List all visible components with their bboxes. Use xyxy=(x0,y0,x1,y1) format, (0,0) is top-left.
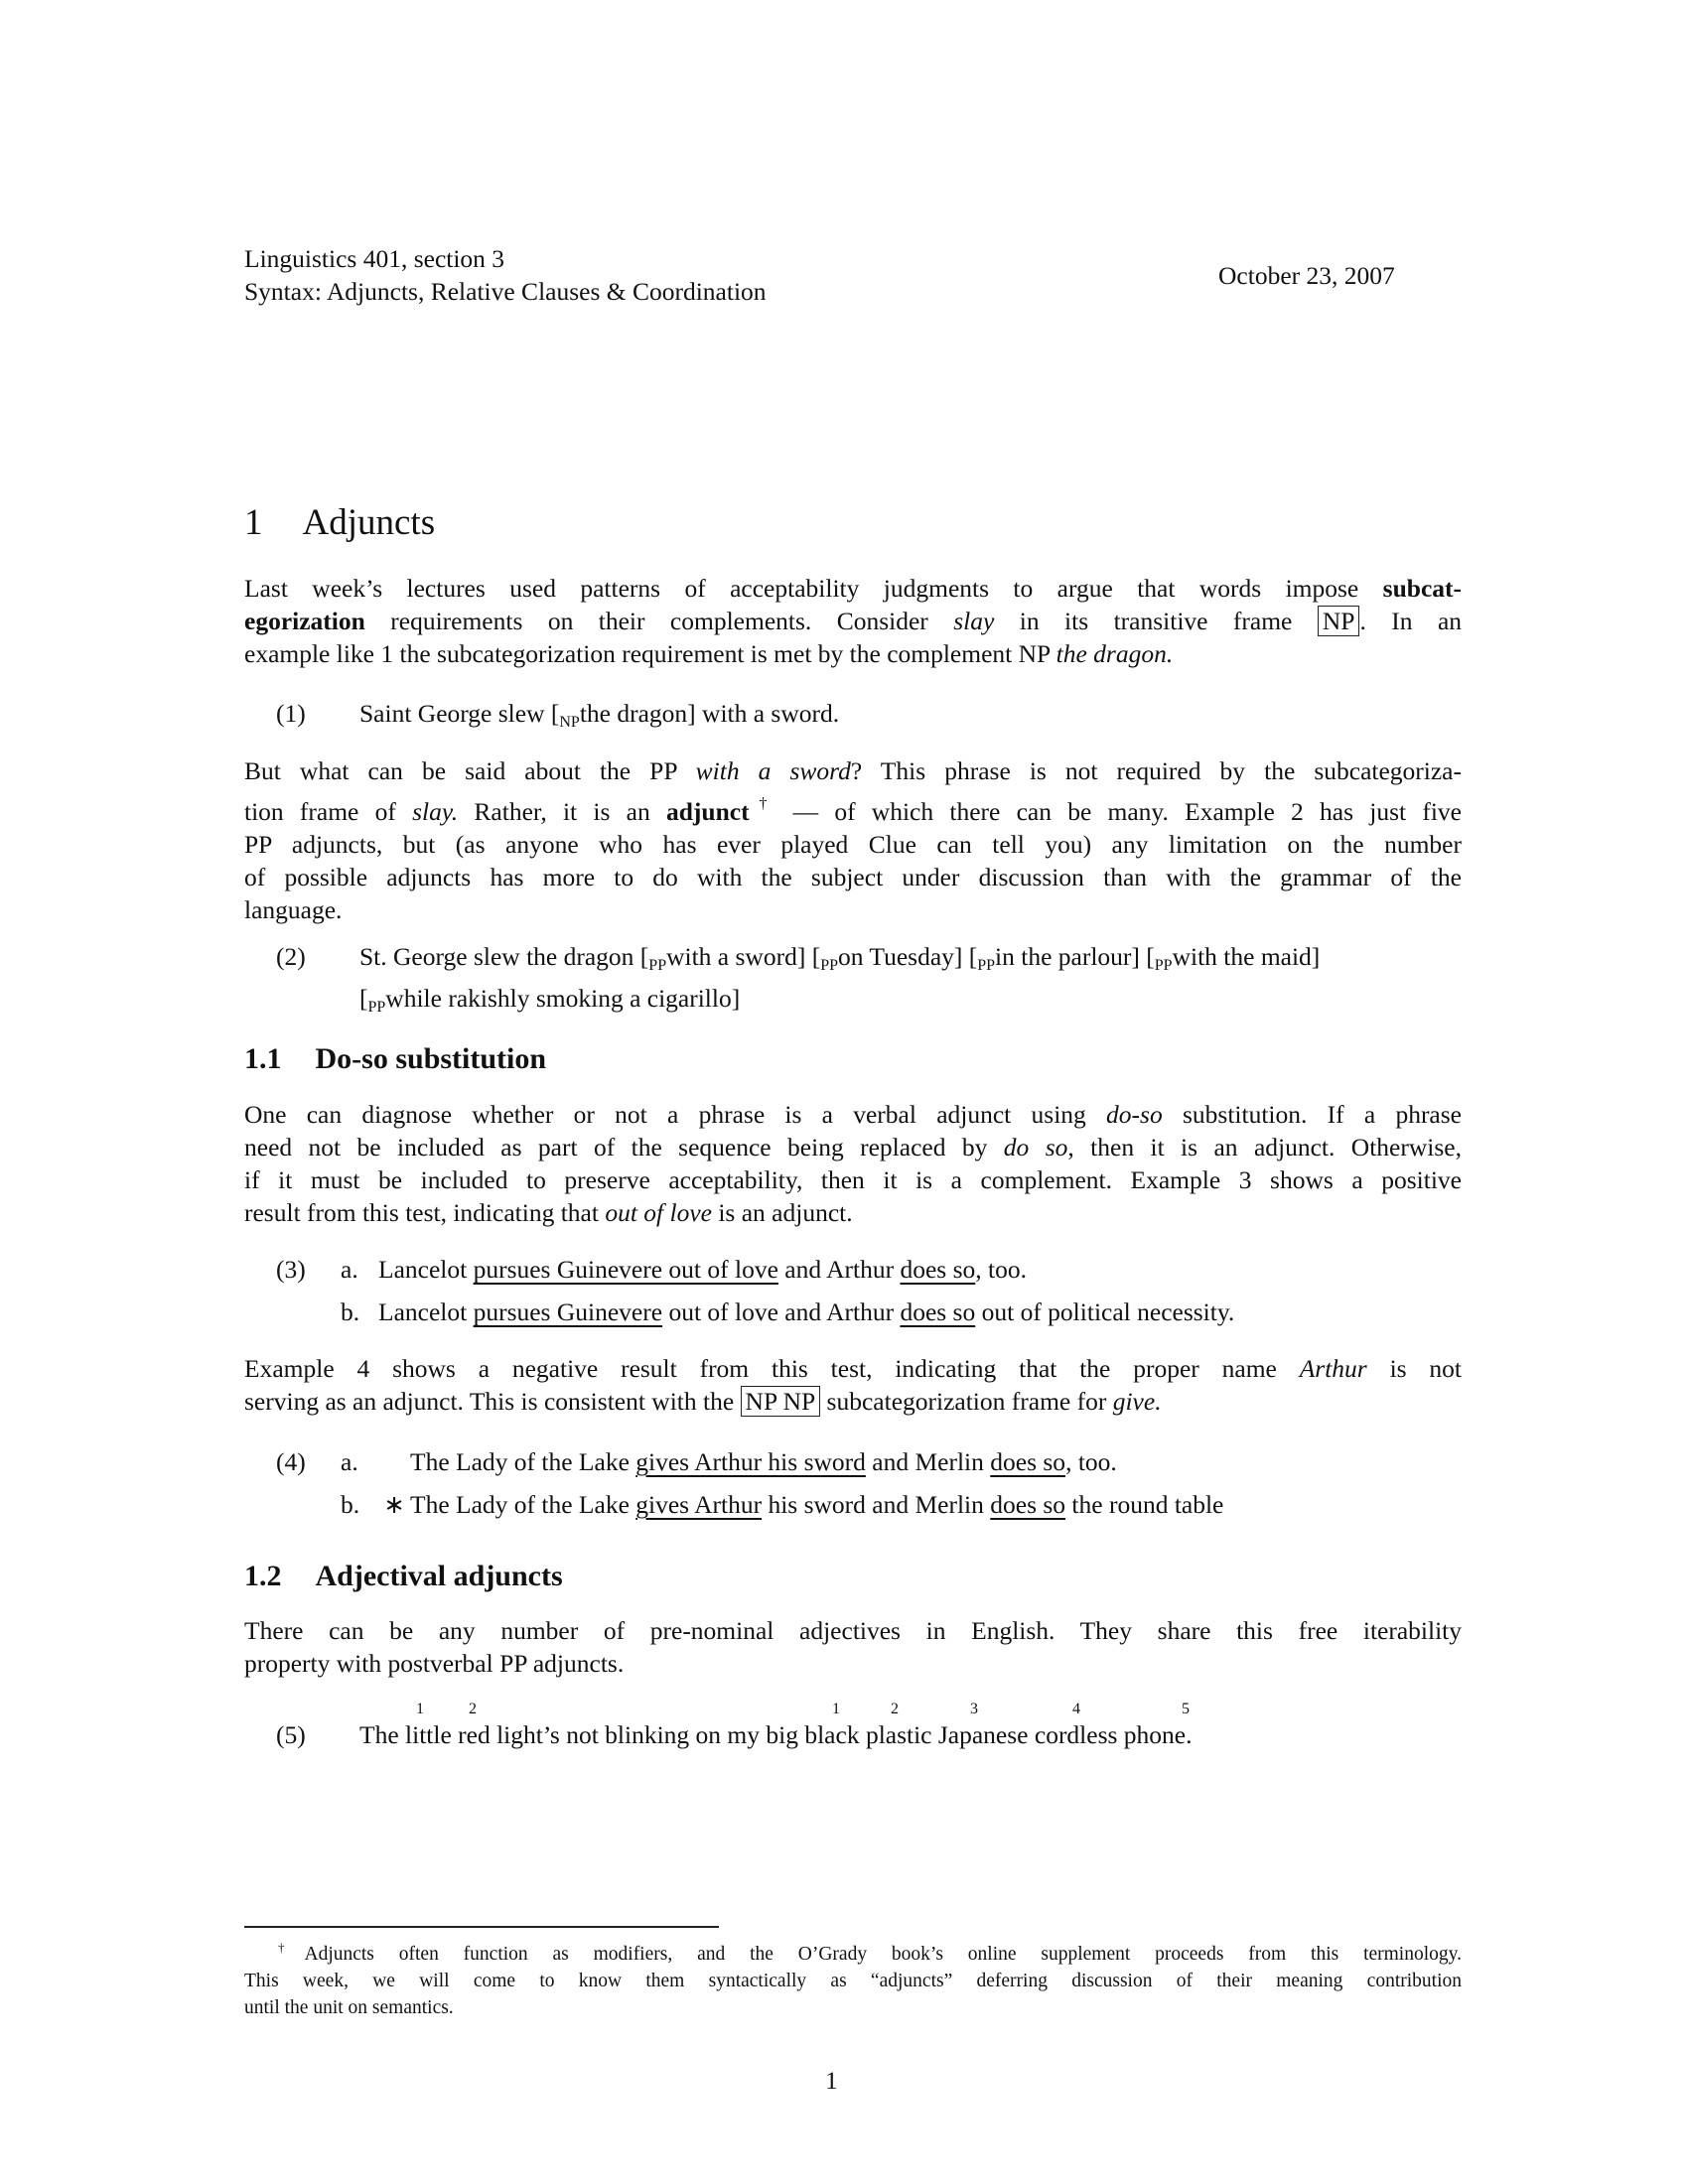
term-slay: slay xyxy=(953,607,995,635)
document-date: October 23, 2007 xyxy=(1218,261,1395,290)
term-slay: slay. xyxy=(412,797,459,826)
text: and Merlin xyxy=(865,1447,991,1476)
text: his sword and Merlin xyxy=(762,1490,991,1519)
label-pp: PP xyxy=(820,957,838,974)
text: There can be any number of pre-nominal adjectives in English. They share this free iterability xyxy=(244,1616,1462,1645)
text: ? This phrase is not required by the subcategoriza- xyxy=(850,756,1462,785)
text: , then it is an adjunct. Otherwise, xyxy=(1067,1133,1462,1161)
paragraph-intro xyxy=(244,572,1462,670)
text: property with postverbal PP adjuncts. xyxy=(244,1649,625,1678)
underlined-do-so: does so xyxy=(990,1447,1066,1476)
course-title: Linguistics 401, section 3 xyxy=(244,244,505,273)
text: — of which there can be many. Example 2 has just five xyxy=(776,797,1462,826)
subsection-number: 1.1 xyxy=(244,1042,282,1075)
text: Adjuncts often function as modifiers, and the O’Grady book’s online supplement proceeds from this terminology. xyxy=(304,1944,1462,1965)
underlined-do-so: does so xyxy=(990,1490,1066,1519)
frame-box-np-np: NP NP xyxy=(741,1386,821,1417)
subsection-heading-adjectival xyxy=(244,1560,563,1593)
text: with a sword] [ xyxy=(666,942,821,971)
page-number: 1 xyxy=(825,2066,838,2095)
annotation-number: 3 xyxy=(970,1701,978,1717)
label-pp: PP xyxy=(977,957,996,974)
example-number: (1) xyxy=(276,699,306,728)
text: substitution. If a phrase xyxy=(1162,1100,1462,1129)
subsection-title: Do-so substitution xyxy=(315,1042,547,1075)
example-3a xyxy=(276,1253,1027,1286)
text: is not xyxy=(1366,1354,1463,1383)
sub-label: b. xyxy=(341,1297,360,1326)
text: , too. xyxy=(1065,1447,1117,1476)
subsection-number: 1.2 xyxy=(244,1560,282,1592)
text: But what can be said about the PP xyxy=(244,756,696,785)
text: out of love and Arthur xyxy=(662,1297,901,1326)
footnote-reference[interactable]: † xyxy=(749,795,777,812)
text: serving as an adjunct. This is consistent with the xyxy=(244,1387,741,1416)
annotation-number: 2 xyxy=(469,1701,477,1717)
text: This week, we will come to know them syntactically as “adjuncts” deferring discussion of their meaning contribution xyxy=(244,1971,1462,1991)
text: while rakishly smoking a cigarillo] xyxy=(385,984,741,1013)
example-2 xyxy=(276,940,1320,1024)
underlined-phrase: pursues Guinevere xyxy=(473,1297,663,1326)
annotation-number: 1 xyxy=(832,1701,840,1717)
text: . In an xyxy=(1359,607,1463,635)
term-out-of-love: out of love xyxy=(605,1198,712,1227)
footnote xyxy=(244,1934,1462,2021)
text: Lancelot xyxy=(378,1255,474,1284)
text: and Arthur xyxy=(777,1255,901,1284)
text: Rather, it is an xyxy=(458,797,666,826)
paragraph-do-so xyxy=(244,1098,1462,1229)
sub-label: a. xyxy=(341,1255,358,1284)
underlined-phrase: gives Arthur xyxy=(635,1490,763,1519)
text: , too. xyxy=(975,1255,1027,1284)
text: of possible adjuncts has more to do with the subject under discussion than with the grammar of the xyxy=(244,863,1462,891)
subsection-heading-do-so xyxy=(244,1042,546,1076)
term-arthur: Arthur xyxy=(1299,1354,1367,1383)
underlined-phrase: gives Arthur his sword xyxy=(635,1447,866,1476)
text: Lancelot xyxy=(378,1297,474,1326)
example-4a xyxy=(276,1445,1117,1478)
annotation-number: 5 xyxy=(1182,1701,1190,1717)
text: on Tuesday] [ xyxy=(837,942,978,971)
label-pp: PP xyxy=(367,999,386,1016)
term-subcategorization-cont: egorization xyxy=(244,607,365,635)
text: in its transitive frame xyxy=(994,607,1318,635)
paragraph-adjectival xyxy=(244,1614,1462,1680)
text: The Lady of the Lake xyxy=(410,1490,636,1519)
annotation-number: 1 xyxy=(416,1701,424,1717)
term-do-so: do-so xyxy=(1106,1100,1163,1129)
label-pp: PP xyxy=(1154,957,1173,974)
footnote-mark: † xyxy=(278,1940,305,1955)
text: language. xyxy=(244,895,343,924)
text: tion frame of xyxy=(244,797,413,826)
paragraph-negative-result xyxy=(244,1352,1462,1418)
example-1 xyxy=(276,697,839,739)
example-number: (2) xyxy=(276,942,306,971)
label-np: NP xyxy=(559,714,580,731)
example-4b xyxy=(276,1488,1223,1521)
text: Example 4 shows a negative result from this test, indicating that the proper name xyxy=(244,1354,1300,1383)
text: the dragon] with a sword. xyxy=(579,699,840,728)
text: the round table xyxy=(1065,1490,1224,1519)
annotation-number: 2 xyxy=(891,1701,899,1717)
text: The Lady of the Lake xyxy=(410,1447,636,1476)
term-subcategorization: subcat- xyxy=(1382,574,1462,603)
text: example like 1 the subcategorization requirement is met by the complement NP xyxy=(244,639,1056,668)
document-subtitle: Syntax: Adjuncts, Relative Clauses & Coordination xyxy=(244,277,767,306)
text: PP adjuncts, but (as anyone who has ever played Clue can tell you) any limitation on the number xyxy=(244,830,1462,859)
sub-label: a. xyxy=(341,1447,358,1476)
underlined-do-so: does so xyxy=(900,1297,976,1326)
term-adjunct: adjunct xyxy=(665,797,750,826)
term-the-dragon: the dragon. xyxy=(1055,639,1174,668)
example-5 xyxy=(276,1718,1193,1751)
frame-box-np: NP xyxy=(1318,606,1360,636)
text: The little red light’s not blinking on my big black plastic Japanese cordless phone. xyxy=(359,1720,1193,1749)
term-give: give. xyxy=(1112,1387,1162,1416)
text: in the parlour] [ xyxy=(995,942,1155,971)
text: Saint George slew [ xyxy=(359,699,560,728)
text: St. George slew the dragon [ xyxy=(359,942,649,971)
text: with the maid] xyxy=(1172,942,1321,971)
annotation-number: 4 xyxy=(1072,1701,1080,1717)
ungrammatical-star-icon: ∗ xyxy=(383,1490,405,1519)
section-title: Adjuncts xyxy=(302,502,436,543)
section-heading-adjuncts xyxy=(244,501,435,544)
underlined-do-so: does so xyxy=(900,1255,976,1284)
text: [ xyxy=(359,984,368,1013)
text: Last week’s lectures used patterns of acceptability judgments to argue that words impose xyxy=(244,574,1383,603)
example-number: (4) xyxy=(276,1447,306,1476)
text: out of political necessity. xyxy=(975,1297,1235,1326)
footnote-divider xyxy=(244,1926,719,1928)
text: requirements on their complements. Consider xyxy=(364,607,954,635)
text: need not be included as part of the sequence being replaced by xyxy=(244,1133,1004,1161)
text: if it must be included to preserve acceptability, then it is a complement. Example 3 shows a positive xyxy=(244,1165,1462,1194)
example-number: (5) xyxy=(276,1720,306,1749)
section-number: 1 xyxy=(244,502,263,543)
text: result from this test, indicating that xyxy=(244,1198,606,1227)
text: is an adjunct. xyxy=(711,1198,853,1227)
text: One can diagnose whether or not a phrase is a verbal adjunct using xyxy=(244,1100,1107,1129)
sub-label: b. xyxy=(341,1490,360,1519)
text: until the unit on semantics. xyxy=(244,1997,454,2018)
example-number: (3) xyxy=(276,1255,306,1284)
paragraph-adjunct-definition xyxy=(244,754,1462,926)
term-with-a-sword: with a sword xyxy=(695,756,851,785)
term-do-so: do so xyxy=(1003,1133,1068,1161)
underlined-phrase: pursues Guinevere out of love xyxy=(473,1255,778,1284)
subsection-title: Adjectival adjuncts xyxy=(315,1560,563,1592)
example-3b xyxy=(276,1296,1234,1328)
text: subcategorization frame for xyxy=(820,1387,1113,1416)
label-pp: PP xyxy=(648,957,667,974)
